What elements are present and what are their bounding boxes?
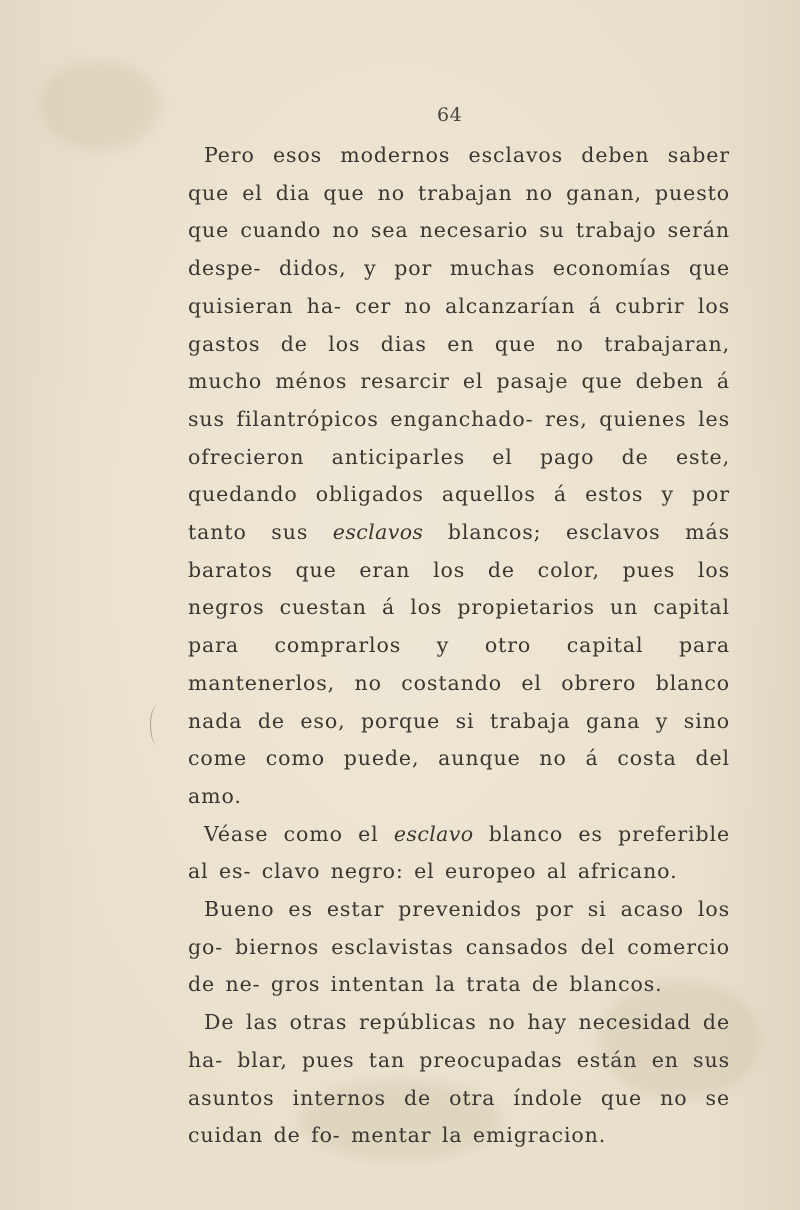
paragraph-4 <box>188 1004 730 1155</box>
text-line: biernos esclavistas cansados del comercio de ne- <box>188 934 730 997</box>
text-line: que eran los de color, pues los negros cuestan á <box>188 557 731 620</box>
text-line: Bueno es estar prevenidos por si acaso los go- <box>188 897 730 959</box>
text-line: cuando no sea necesario su trabajo serán despe- <box>188 218 730 281</box>
text-line: res, quienes les ofrecieron anticiparles el pago de <box>188 406 730 469</box>
text-line: en que no trabajaran, mucho ménos resarcir el <box>188 331 731 394</box>
paragraph-3 <box>188 891 730 1004</box>
text-segment: tanto sus <box>188 520 333 545</box>
text-line: este, quedando obligados aquellos á estos y por <box>188 444 730 507</box>
text-line: De las otras repúblicas no hay necesidad de ha- <box>188 1010 730 1072</box>
body-text <box>188 137 730 1155</box>
text-line: come como puede, aunque no á costa del amo. <box>188 746 730 808</box>
text-segment: blancos; esclavos más baratos <box>188 520 730 582</box>
text-line: el dia que no trabajan no ganan, puesto que <box>188 180 730 243</box>
italic-word: esclavos <box>332 520 424 545</box>
margin-pencil-mark <box>150 705 165 745</box>
text-line: blanco nada de eso, porque si trabaja gana y sino <box>188 670 731 733</box>
text-line: pasaje que deben á sus filantrópicos enganchado- <box>188 369 730 431</box>
text-line: gros intentan la trata de blancos. <box>270 972 663 997</box>
text-segment: blanco es preferible al es- <box>188 821 731 884</box>
text-line: Pero esos modernos esclavos deben saber que <box>188 143 730 205</box>
text-segment: Véase como el <box>204 821 394 846</box>
paper-stain <box>40 60 160 150</box>
page-number: 64 <box>437 104 463 126</box>
text-line: internos de otra índole que no se cuidan de fo- <box>188 1085 730 1148</box>
text-line: mentar la emigracion. <box>351 1123 607 1148</box>
text-line: los propietarios un capital para comprarlos y otro <box>188 595 730 658</box>
italic-word: esclavo <box>393 821 474 846</box>
text-line: didos, y por muchas economías que quisieran ha- <box>188 256 730 318</box>
text-line: capital para mantenerlos, no costando el obrero <box>188 633 730 695</box>
text-line: cer no alcanzarían á cubrir los gastos de los dias <box>188 293 730 356</box>
paragraph-2 <box>188 816 730 891</box>
text-line: clavo negro: el europeo al africano. <box>261 859 678 884</box>
paragraph-1 <box>188 137 730 816</box>
text-line: blar, pues tan preocupadas están en sus asuntos <box>188 1047 730 1110</box>
